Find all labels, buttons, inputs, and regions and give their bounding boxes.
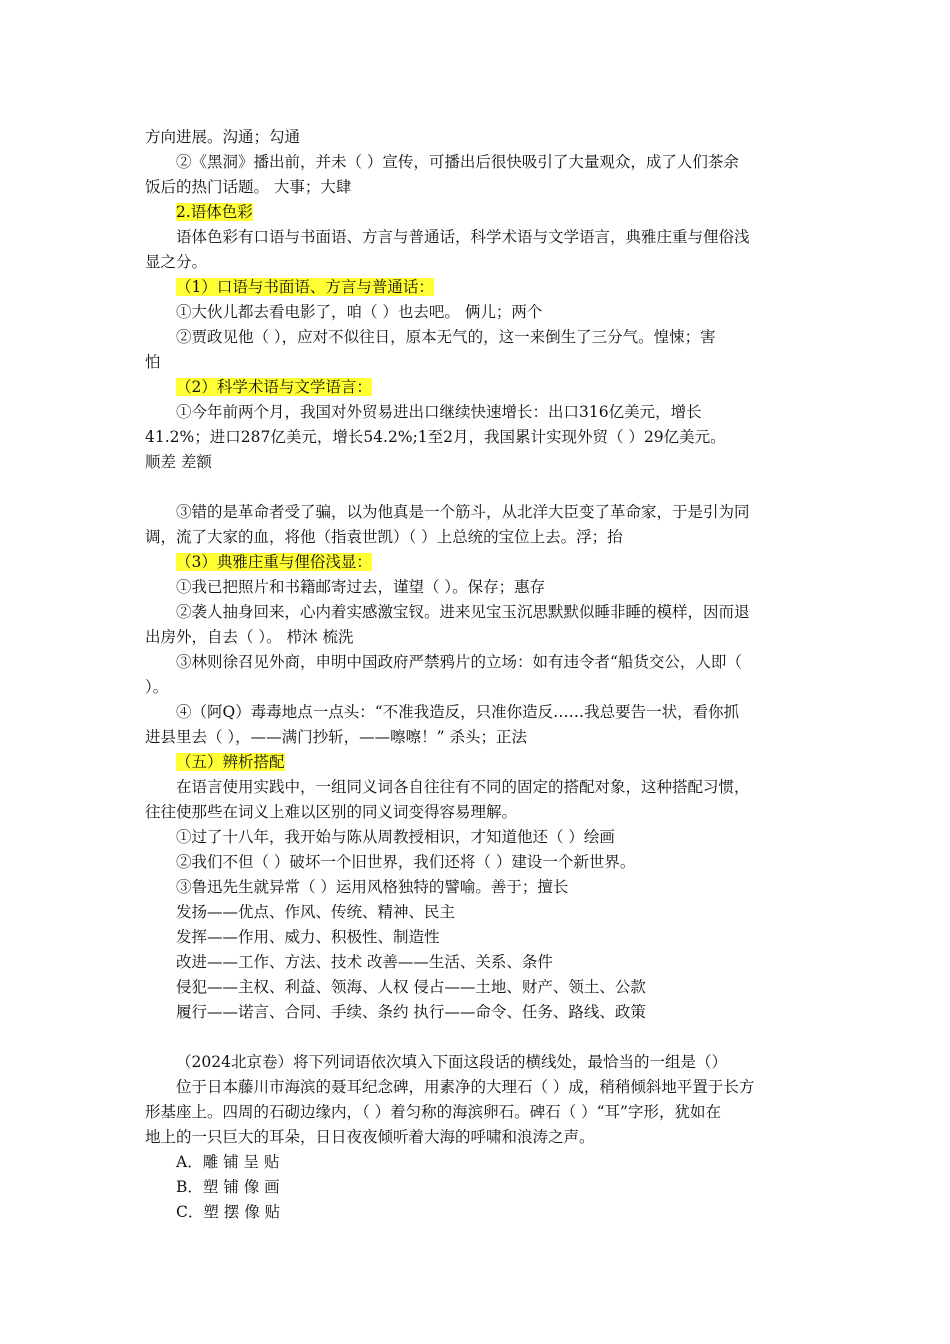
line-text: 往往使那些在词义上难以区别的同义词变得容易理解。 [145, 803, 518, 821]
section-heading [145, 550, 805, 575]
text-line [145, 725, 805, 750]
text-line [145, 250, 805, 275]
text-line [145, 1150, 805, 1175]
line-text: 发挥——作用、威力、积极性、制造性 [176, 928, 440, 946]
line-text: B．塑 铺 像 画 [176, 1178, 280, 1196]
line-text: A．雕 铺 呈 贴 [176, 1153, 280, 1171]
text-line [145, 575, 805, 600]
text-line [145, 150, 805, 175]
text-line [145, 650, 805, 675]
text-line [145, 325, 805, 350]
text-line [145, 500, 805, 525]
text-line [145, 1000, 805, 1025]
highlighted-heading-text: （3）典雅庄重与俚俗浅显： [176, 553, 372, 571]
text-line [145, 875, 805, 900]
text-line [145, 300, 805, 325]
line-text: ③错的是革命者受了骗，以为他真是一个筋斗，从北洋大臣变了革命家，于是引为同 [176, 503, 750, 521]
text-line [145, 1200, 805, 1225]
line-text: 进县里去（ ），——满门抄斩，——嚓嚓！” 杀头；正法 [145, 728, 528, 746]
line-text: ①我已把照片和书籍邮寄过去，谨望（ ）。保存；惠存 [176, 578, 546, 596]
text-line [145, 700, 805, 725]
text-line [145, 775, 805, 800]
text-line [145, 1075, 805, 1100]
line-text: 位于日本藤川市海滨的聂耳纪念碑，用素净的大理石（ ）成，稍稍倾斜地平置于长方 [176, 1078, 755, 1096]
document-page [145, 125, 805, 1225]
line-text: 履行——诺言、合同、手续、条约 执行——命令、任务、路线、政策 [176, 1003, 646, 1021]
line-text: 方向进展。沟通；勾通 [145, 128, 301, 146]
section-heading [145, 750, 805, 775]
line-text: 怕 [145, 353, 161, 371]
text-line [145, 850, 805, 875]
text-line [145, 450, 805, 475]
line-text: ②袭人抽身回来，心内着实感激宝钗。进来见宝玉沉思默默似睡非睡的模样，因而退 [176, 603, 750, 621]
line-text: ②贾政见他（ ），应对不似往日，原本无气的，这一来倒生了三分气。惶悚；害 [176, 328, 716, 346]
text-line [145, 1050, 805, 1075]
text-line [145, 925, 805, 950]
line-text: 发扬——优点、作风、传统、精神、民主 [176, 903, 456, 921]
section-heading [145, 275, 805, 300]
line-text: 饭后的热门话题。 大事；大肆 [145, 178, 352, 196]
text-line [145, 1100, 805, 1125]
text-line [145, 175, 805, 200]
text-line [145, 900, 805, 925]
text-line [145, 950, 805, 975]
text-line [145, 825, 805, 850]
line-text: 在语言使用实践中，一组同义词各自往往有不同的固定的搭配对象，这种搭配习惯， [176, 778, 750, 796]
text-line [145, 125, 805, 150]
line-text: ①今年前两个月，我国对外贸易进出口继续快速增长：出口316亿美元，增长 [176, 403, 702, 421]
text-line [145, 975, 805, 1000]
line-text: 语体色彩有口语与书面语、方言与普通话，科学术语与文学语言，典雅庄重与俚俗浅 [176, 228, 750, 246]
text-line [145, 1125, 805, 1150]
line-text: ②我们不但（ ）破坏一个旧世界，我们还将（ ）建设一个新世界。 [176, 853, 636, 871]
text-line [145, 525, 805, 550]
section-heading [145, 200, 805, 225]
line-text: ①大伙儿都去看电影了，咱（ ）也去吧。 俩儿；两个 [176, 303, 543, 321]
line-text: 改进——工作、方法、技术 改善——生活、关系、条件 [176, 953, 553, 971]
line-text: 调，流了大家的血，将他（指袁世凯）（ ）上总统的宝位上去。浮；抬 [145, 528, 623, 546]
line-text: 41.2%；进口287亿美元，增长54.2%;1至2月，我国累计实现外贸（ ）29亿美元。 [145, 428, 726, 446]
highlighted-heading-text: 2.语体色彩 [176, 203, 253, 221]
line-text: ③林则徐召见外商，申明中国政府严禁鸦片的立场：如有违令者“船货交公，人即（ [176, 653, 742, 671]
text-line [145, 350, 805, 375]
text-line [145, 800, 805, 825]
highlighted-heading-text: （五）辨析搭配 [176, 753, 285, 771]
text-line [145, 400, 805, 425]
text-line [145, 425, 805, 450]
line-text: 侵犯——主权、利益、领海、人权 侵占——土地、财产、领土、公款 [176, 978, 646, 996]
text-line [145, 600, 805, 625]
text-line [145, 1175, 805, 1200]
text-line [145, 225, 805, 250]
line-text: 显之分。 [145, 253, 208, 271]
line-text: 地上的一只巨大的耳朵，日日夜夜倾听着大海的呼啸和浪涛之声。 [145, 1128, 595, 1146]
blank-line [145, 475, 805, 500]
highlighted-heading-text: （1）口语与书面语、方言与普通话： [176, 278, 434, 296]
line-text: 形基座上。四周的石砌边缘内，（ ）着匀称的海滨卵石。碑石（ ）“耳”字形，犹如在 [145, 1103, 721, 1121]
line-text: （2024北京卷）将下列词语依次填入下面这段话的横线处，最恰当的一组是（） [176, 1053, 727, 1071]
line-text: ④（阿Q）毒毒地点一点头：“不准我造反，只准你造反……我总要告一状，看你抓 [176, 703, 740, 721]
section-heading [145, 375, 805, 400]
line-text: 顺差 差额 [145, 453, 212, 471]
highlighted-heading-text: （2）科学术语与文学语言： [176, 378, 372, 396]
line-text: ③鲁迅先生就异常（ ）运用风格独特的譬喻。善于；擅长 [176, 878, 569, 896]
line-text: ②《黑洞》播出前，并未（ ）宣传，可播出后很快吸引了大量观众，成了人们茶余 [176, 153, 739, 171]
text-line [145, 675, 805, 700]
line-text: 出房外，自去（ ）。 栉沐 梳洗 [145, 628, 354, 646]
line-text: ）。 [145, 678, 169, 696]
line-text: ①过了十八年，我开始与陈从周教授相识，才知道他还（ ）绘画 [176, 828, 615, 846]
blank-line [145, 1025, 805, 1050]
text-line [145, 625, 805, 650]
line-text: C．塑 摆 像 贴 [176, 1203, 281, 1221]
